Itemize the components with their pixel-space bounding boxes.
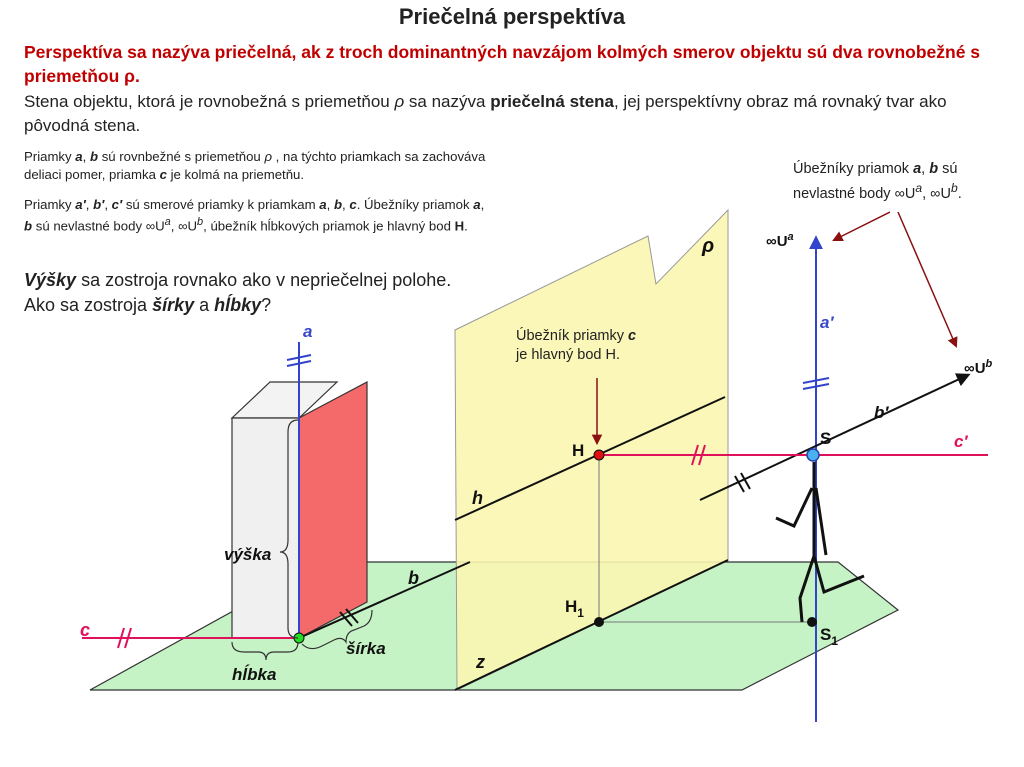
label-S1: $S_1$: [820, 625, 839, 648]
box-side-face: [232, 418, 299, 638]
question-l2a: Ako sa zostroja: [24, 295, 153, 315]
line-b-ref: b: [89, 149, 99, 164]
main-point-ref: H: [454, 217, 465, 233]
note-ua-arrow: [834, 212, 890, 240]
line-c-prime-ref: c′: [111, 197, 123, 212]
label-z: z: [476, 652, 485, 672]
label-vyska: výška: [224, 545, 272, 564]
line-b-ref: b: [24, 217, 33, 233]
point-H: [594, 450, 604, 460]
small1-t3: sú rovnbežné s priemetňou: [98, 149, 265, 164]
para-text-1: Stena objektu, ktorá je rovnobežná s priemetňou: [24, 92, 395, 111]
sup-b: b: [950, 181, 958, 195]
heights-term: Výšky: [24, 270, 77, 290]
label-hlbka: hĺbka: [232, 665, 277, 684]
point-H1: [594, 617, 604, 627]
line-b-prime-ref: b′: [93, 197, 105, 212]
small2-t7: . Úbežníky priamok: [356, 197, 474, 212]
small2-t10: , ∞U: [170, 217, 198, 233]
small2-t1: Priamky: [24, 197, 76, 212]
small2-t9: sú nevlastné body ∞U: [32, 217, 165, 233]
small2-t5: ,: [326, 197, 334, 212]
line-a-ref: a: [75, 149, 83, 164]
small2-t8: ,: [480, 197, 485, 212]
small1-t5: je kolmá na priemetňu.: [166, 166, 305, 182]
small1-t2: ,: [82, 149, 90, 164]
note-vanishing-point-c: [516, 327, 696, 365]
line-b-ref: b: [333, 197, 343, 212]
label-H: H: [572, 441, 585, 460]
line-c-ref: c: [349, 197, 357, 212]
small2-t6: ,: [342, 197, 350, 212]
point-S: [807, 449, 819, 461]
small2-t2: ,: [85, 197, 94, 212]
widths-term: šírky: [152, 295, 195, 315]
note-c-l2: je hlavný bod H.: [516, 347, 620, 363]
question-l2b: a: [194, 295, 215, 315]
line-c-ref: c: [159, 166, 167, 182]
rho-symbol: ρ: [394, 92, 405, 111]
label-c: c: [80, 620, 91, 640]
label-rho: ρ: [702, 235, 715, 257]
page-title: Priečelná perspektíva: [398, 4, 626, 29]
definition-text: Perspektíva sa nazýva priečelná, ak z troch dominantných navzájom kolmých smerov objektu sú dva rovnobežné s priemetňou ρ.: [24, 42, 981, 86]
para-text-3: , jej perspektívny obraz má rovnaký tvar ako pôvodná stena.: [24, 92, 947, 135]
small2-t12: .: [464, 217, 468, 233]
small1-t4: , na týchto priamkach sa zachováva deliaci pomer, priamka: [24, 149, 486, 182]
line-c-ref: c: [628, 328, 637, 344]
note-ab-l1a: Úbežníky priamok: [793, 161, 914, 177]
small2-t3: ,: [104, 197, 112, 212]
label-H1: $H_1$: [565, 597, 584, 620]
note-ab-l1c: sú: [938, 161, 958, 177]
label-b-prime: b′: [874, 403, 889, 422]
sup-a: a: [915, 181, 923, 195]
box-front-face: [299, 382, 367, 638]
note-ub-arrow: [898, 212, 956, 346]
note-ab-l2b: , ∞U: [922, 185, 951, 202]
figure-arm-left: [776, 488, 812, 526]
note-c-l1a: Úbežník priamky: [516, 328, 629, 344]
label-b: b: [408, 568, 419, 588]
small2-t4: sú smerové priamky k priamkam: [122, 197, 320, 212]
question-l2c: ?: [261, 295, 272, 315]
label-a: a: [303, 322, 313, 341]
label-Ua: $\infty U^a$: [766, 231, 794, 250]
line-b-prime: [700, 375, 968, 500]
note-ab-l2c: .: [957, 185, 962, 202]
small2-t11: , úbežník hĺbkových priamok je hlavný bod: [203, 217, 455, 233]
note-ab-l2a: nevlastné body ∞U: [793, 185, 916, 202]
line-a-ref: a: [319, 197, 327, 212]
rho-symbol: ρ: [264, 149, 272, 164]
label-h: h: [472, 488, 483, 508]
para-text-2: sa nazýva: [404, 92, 491, 111]
note-ab-l1b: ,: [921, 161, 930, 177]
line-a-ref: a: [913, 161, 922, 177]
front-wall-term: priečelná stena: [490, 92, 614, 111]
sup-b: b: [197, 215, 204, 228]
point-S1: [807, 617, 817, 627]
sup-a: a: [164, 215, 171, 228]
label-S: S: [820, 429, 832, 448]
label-c-prime: c′: [954, 432, 968, 451]
label-sirka: šírka: [346, 639, 386, 658]
figure-arm-right: [816, 488, 826, 555]
label-Ub: $\infty U^b$: [964, 358, 993, 377]
label-a-prime: a′: [820, 313, 834, 332]
note-vanishing-points-ab: [793, 160, 1018, 204]
line-b-ref: b: [929, 161, 939, 177]
depths-term: hĺbky: [214, 295, 262, 315]
line-a-prime-ref: a′: [75, 197, 86, 212]
line-a-ref: a: [473, 197, 481, 212]
question-l1: sa zostroja rovnako ako v nepriečelnej polohe.: [76, 270, 452, 290]
small1-t1: Priamky: [24, 149, 76, 164]
